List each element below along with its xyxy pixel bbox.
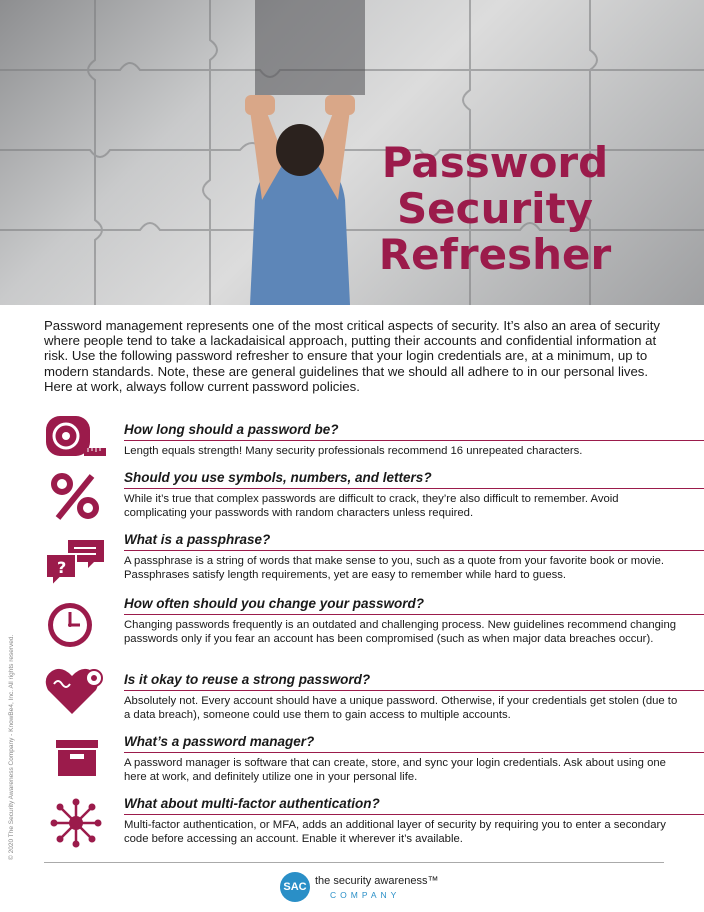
faq-answer: Absolutely not. Every account should have a unique password. Otherwise, if your credentials get stolen (due to a data breach), someone could use them to gain access to multiple accounts. bbox=[124, 695, 678, 721]
divider bbox=[124, 690, 704, 691]
faq-answer: A password manager is software that can create, store, and sync your login credentials. Ask about using one here at work, and definitely utilize one in your personal life. bbox=[124, 757, 666, 783]
faq-question: How long should a password be? bbox=[124, 422, 339, 437]
faq-answer: Changing passwords frequently is an outdated and challenging process. New guidelines recommend changing passwords only if you fear an account has been compromised (such as when major data breaches occur). bbox=[124, 619, 677, 645]
logo-name: the security awareness™ bbox=[315, 875, 439, 887]
network-nodes-icon bbox=[44, 798, 108, 848]
divider bbox=[124, 488, 704, 489]
faq-question: Is it okay to reuse a strong password? bbox=[124, 672, 371, 687]
faq-question: How often should you change your password? bbox=[124, 596, 425, 611]
logo-company: COMPANY bbox=[330, 890, 401, 900]
tape-measure-icon bbox=[44, 414, 108, 464]
divider bbox=[124, 550, 704, 551]
faq-answer: While it’s true that complex passwords are difficult to crack, they’re also difficult to remember. Avoid complicating your passwords with random characters unless required. bbox=[124, 493, 619, 519]
title-line: Password bbox=[381, 138, 609, 187]
faq-question: What is a passphrase? bbox=[124, 532, 271, 547]
page-title bbox=[340, 140, 650, 278]
header-banner bbox=[0, 0, 704, 305]
footer-divider bbox=[44, 862, 664, 863]
divider bbox=[124, 614, 704, 615]
faq-question: What’s a password manager? bbox=[124, 734, 315, 749]
divider bbox=[124, 814, 704, 815]
title-line: Refresher bbox=[378, 230, 612, 279]
company-logo bbox=[280, 872, 450, 904]
intro-paragraph: Password management represents one of the most critical aspects of security. It’s also an area of security where people tend to take a lackadaisical approach, putting their accounts and confidential information at risk. Use the following password refresher to ensure that your login credentials are, at a minimum, up to modern standards. Note, these are general guidelines that we should all adhere to in our personal lives. Here at work, always follow current password policies. bbox=[44, 318, 660, 394]
faq-answer: Multi-factor authentication, or MFA, adds an additional layer of security by requiring you to enter a secondary code before accessing an account. Enable it wherever it’s available. bbox=[124, 819, 666, 845]
speech-bubbles-icon bbox=[44, 538, 108, 588]
clock-icon bbox=[44, 600, 108, 650]
faq-question: Should you use symbols, numbers, and letters? bbox=[124, 470, 432, 485]
title-line: Security bbox=[396, 184, 594, 233]
divider bbox=[124, 752, 704, 753]
svg-text:?: ? bbox=[57, 558, 67, 577]
logo-badge: SAC bbox=[280, 872, 310, 902]
divider bbox=[124, 440, 704, 441]
broken-heart-icon bbox=[44, 666, 108, 716]
percent-icon bbox=[44, 472, 108, 522]
person-figure bbox=[245, 95, 355, 305]
copyright-notice: © 2020 The Security Awareness Company - KnowBe4, Inc. All rights reserved. bbox=[8, 634, 15, 860]
faq-answer: A passphrase is a string of words that make sense to you, such as a quote from your favorite book or movie. Passphrases satisfy length requirements, yet are easy to remember while hard to guess. bbox=[124, 555, 665, 581]
faq-answer: Length equals strength! Many security professionals recommend 16 unrepeated characters. bbox=[124, 445, 583, 457]
faq-question: What about multi-factor authentication? bbox=[124, 796, 380, 811]
storage-box-icon bbox=[44, 738, 108, 788]
